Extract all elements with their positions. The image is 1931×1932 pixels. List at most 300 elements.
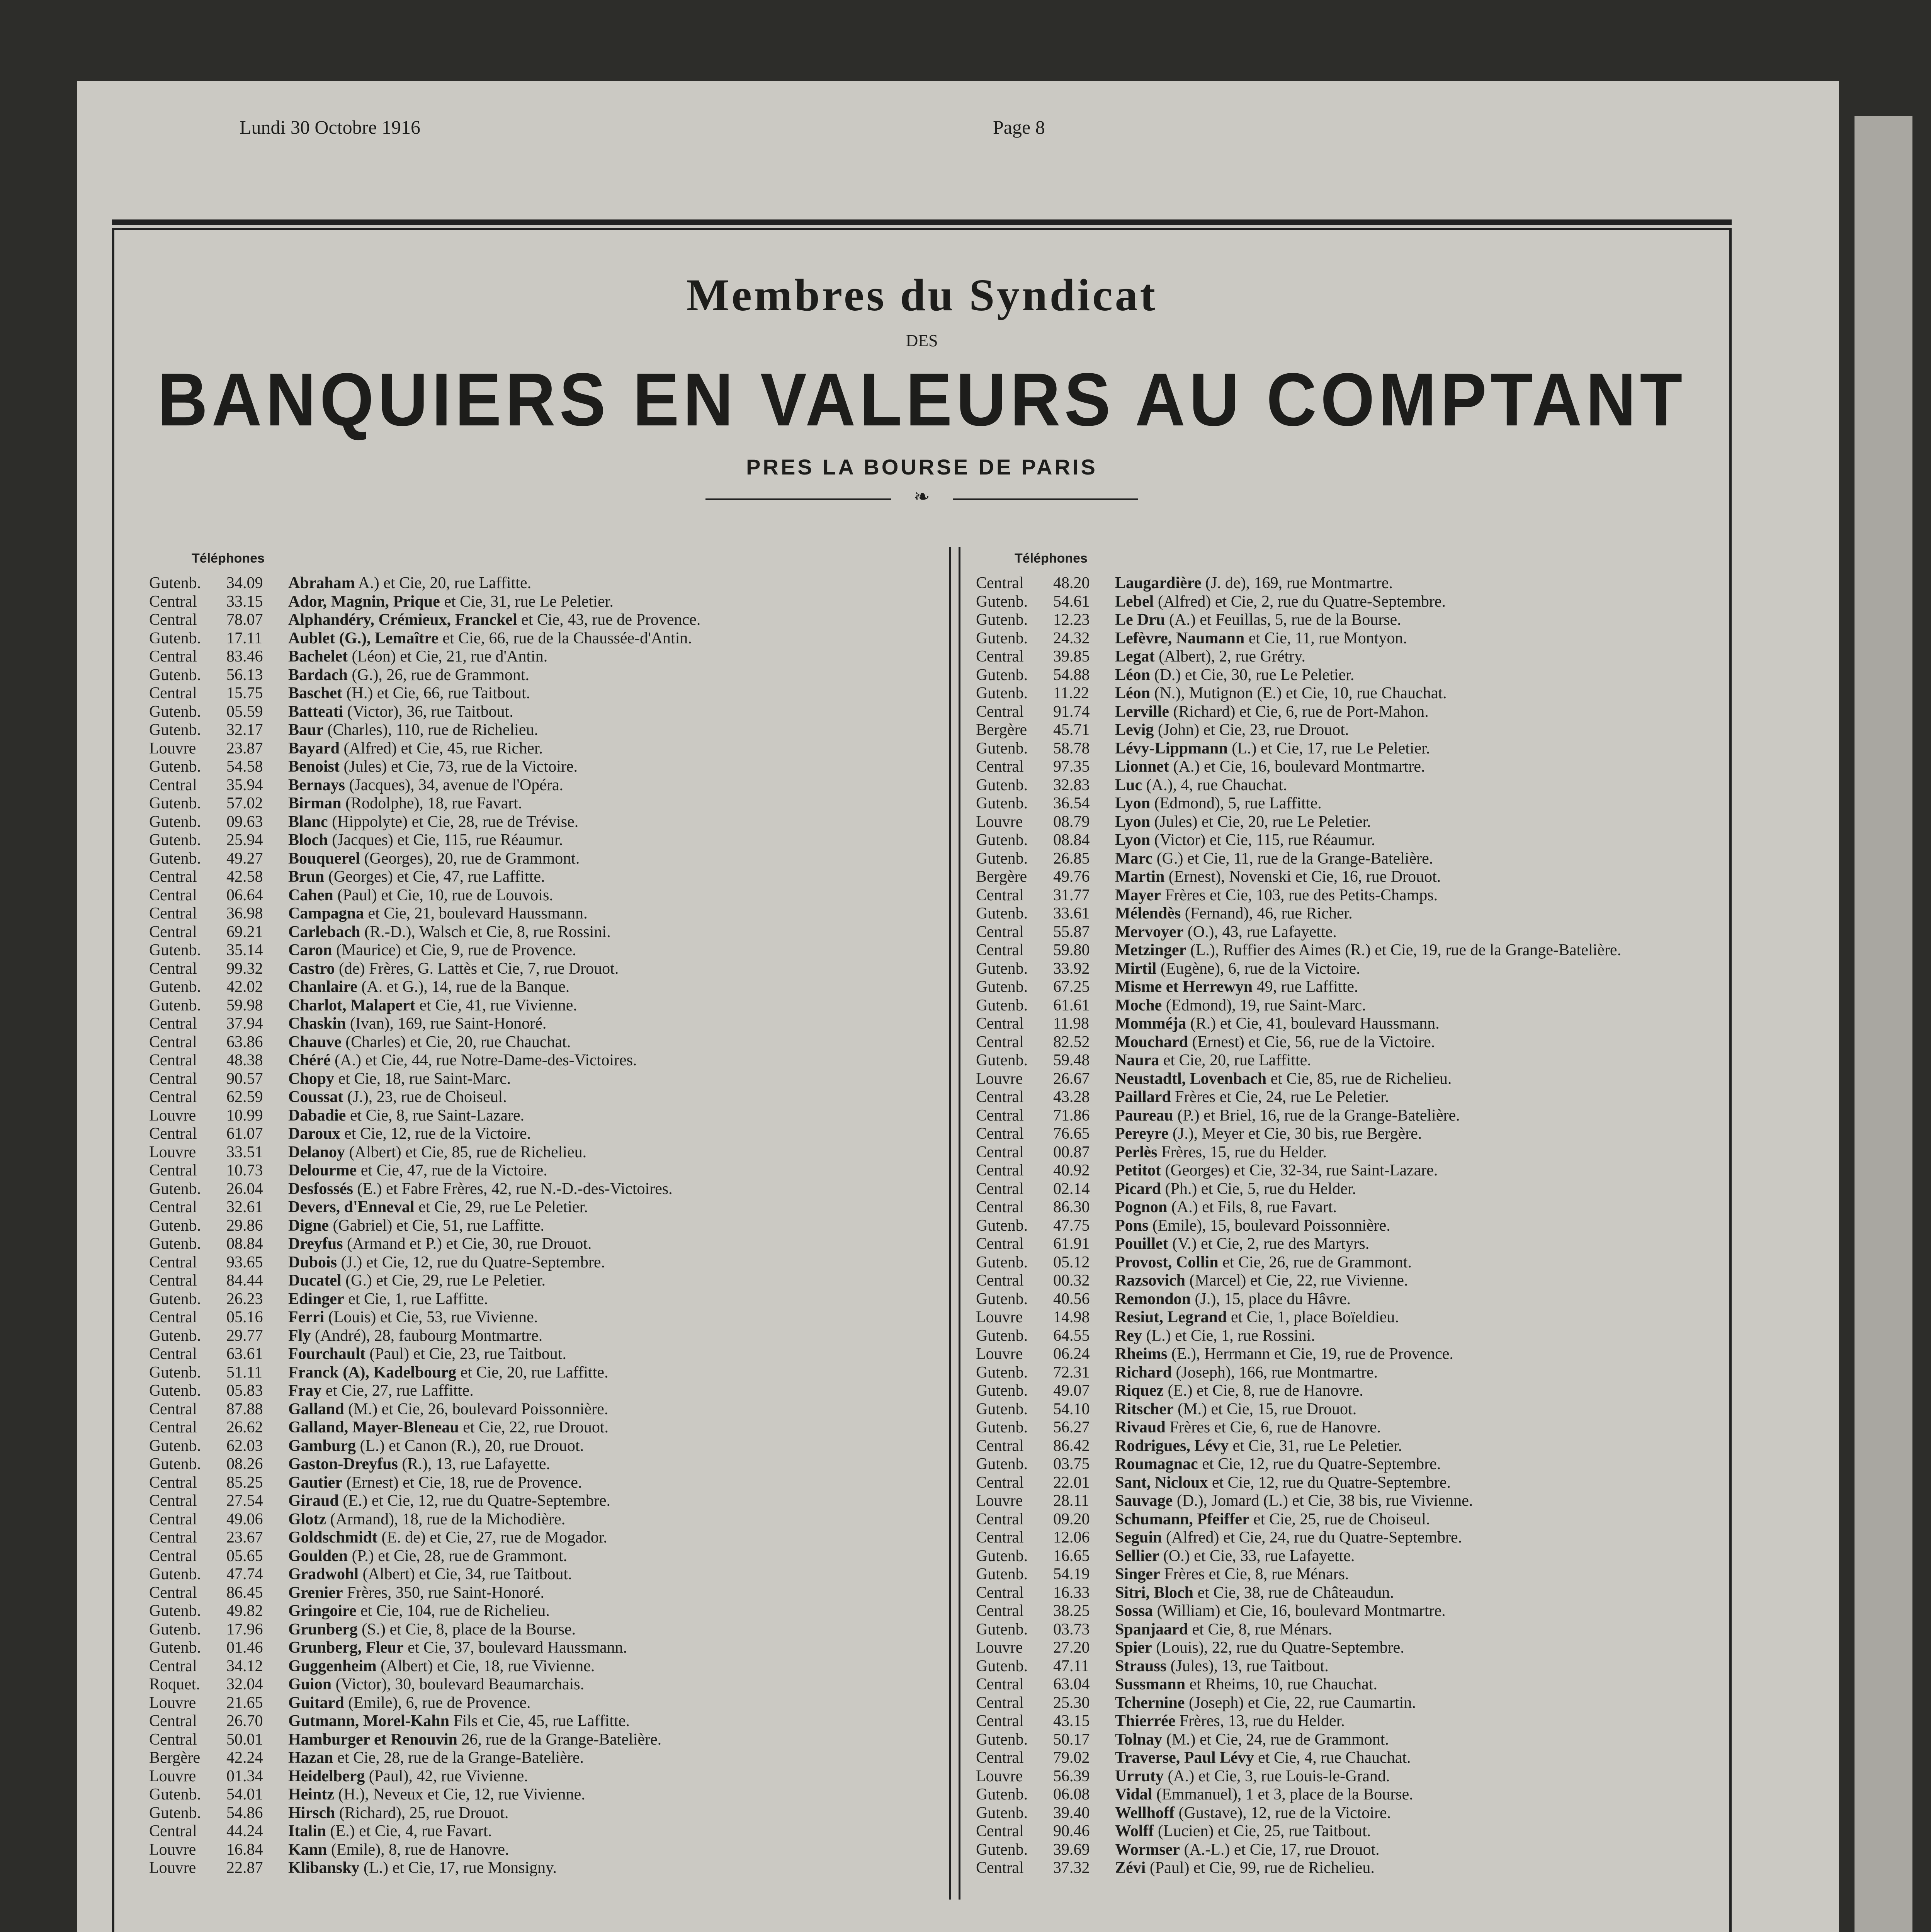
member-phone: 39.85: [1053, 648, 1090, 665]
member-address: (Victor) et Cie, 115, rue Réaumur.: [1154, 831, 1375, 849]
member-phone: 39.40: [1053, 1804, 1090, 1822]
member-address: et Cie, 29, rue Le Peletier.: [418, 1198, 588, 1216]
member-row: [149, 923, 941, 942]
member-row: [976, 960, 1722, 978]
member-row: [976, 1400, 1722, 1419]
member-row: [976, 1749, 1722, 1767]
member-exchange: Gutenb.: [149, 831, 201, 849]
member-address: et Cie, 37, boulevard Haussmann.: [408, 1639, 627, 1656]
member-name: Resiut, Legrand: [1115, 1308, 1227, 1326]
member-name: Sossa: [1115, 1602, 1153, 1620]
member-name: Lefèvre, Naumann: [1115, 629, 1245, 647]
member-row: [149, 794, 941, 813]
member-phone: 11.98: [1053, 1015, 1089, 1032]
member-address: (Joseph), 166, rue Montmartre.: [1176, 1363, 1378, 1381]
member-exchange: Gutenb.: [149, 941, 201, 959]
member-name: Goldschmidt: [288, 1529, 378, 1546]
member-phone: 84.44: [226, 1272, 263, 1289]
member-phone: 47.74: [226, 1565, 263, 1583]
member-exchange: Gutenb.: [149, 849, 201, 867]
member-name: Castro: [288, 959, 335, 978]
member-name: Gradwohl: [288, 1565, 359, 1583]
member-name: Grunberg: [288, 1620, 358, 1638]
member-row: [976, 1474, 1722, 1492]
member-exchange: Gutenb.: [149, 1639, 201, 1656]
member-phone: 06.64: [226, 886, 263, 904]
member-exchange: Central: [976, 1198, 1024, 1216]
member-row: [976, 1510, 1722, 1529]
member-exchange: Central: [976, 1162, 1024, 1179]
member-exchange: Louvre: [149, 1767, 196, 1785]
member-row: [976, 1107, 1722, 1125]
member-name: Riquez: [1115, 1382, 1164, 1400]
member-name: Lyon: [1115, 831, 1151, 849]
member-phone: 50.17: [1053, 1730, 1090, 1748]
member-phone: 90.46: [1053, 1822, 1090, 1840]
member-phone: 16.33: [1053, 1583, 1090, 1602]
member-exchange: Central: [976, 1822, 1024, 1840]
member-name: Benoist: [288, 758, 340, 776]
member-phone: 56.13: [226, 666, 263, 684]
member-name: Cahen: [288, 886, 333, 904]
member-row: [149, 721, 941, 740]
member-phone: 36.98: [226, 905, 263, 922]
member-row: [976, 1327, 1722, 1345]
title-des: DES: [906, 331, 938, 350]
member-exchange: Central: [976, 1272, 1024, 1289]
member-phone: 35.94: [226, 776, 263, 794]
member-name: Mélendès: [1115, 905, 1181, 922]
member-phone: 79.02: [1053, 1749, 1090, 1767]
member-name: Ador, Magnin, Prique: [288, 592, 440, 611]
member-name: Traverse, Paul Lévy: [1115, 1749, 1254, 1767]
member-row: [149, 629, 941, 648]
title-membres: Membres du Syndicat: [686, 270, 1158, 320]
member-name: Franck (A), Kadelbourg: [288, 1363, 457, 1381]
member-exchange: Gutenb.: [976, 1840, 1028, 1859]
member-name: Léon: [1115, 666, 1151, 684]
member-address: (L.) et Cie, 17, rue Monsigny.: [363, 1859, 557, 1877]
member-row: [976, 648, 1722, 666]
member-row: [976, 684, 1722, 703]
member-row: [976, 1657, 1722, 1676]
member-address: (Paul) et Cie, 99, rue de Richelieu.: [1149, 1859, 1375, 1877]
member-name: Moche: [1115, 996, 1162, 1014]
member-row: [149, 831, 941, 850]
member-address: Fils et Cie, 45, rue Laffitte.: [453, 1712, 630, 1730]
member-exchange: Central: [149, 1529, 197, 1546]
member-exchange: Gutenb.: [149, 1235, 201, 1253]
member-phone: 16.65: [1053, 1547, 1090, 1565]
member-address: (Georges) et Cie, 47, rue Laffitte.: [328, 868, 545, 886]
member-phone: 51.11: [226, 1363, 262, 1381]
member-address: et Cie, 28, rue de la Grange-Batelière.: [337, 1749, 584, 1767]
member-exchange: Gutenb.: [976, 996, 1028, 1014]
member-phone: 40.92: [1053, 1162, 1090, 1179]
member-row: [976, 1272, 1722, 1290]
member-name: Wellhoff: [1115, 1804, 1175, 1822]
member-name: Alphandéry, Crémieux, Franckel: [288, 611, 517, 629]
member-name: Campagna: [288, 905, 364, 922]
member-address: et Cie, 4, rue Chauchat.: [1258, 1749, 1411, 1767]
running-header: [240, 116, 1842, 138]
members-list-right: [976, 574, 1722, 1878]
member-row: [976, 1418, 1722, 1437]
member-address: (Jules), 13, rue Taitbout.: [1170, 1657, 1329, 1675]
member-exchange: Central: [976, 886, 1024, 904]
member-exchange: Gutenb.: [149, 978, 201, 996]
member-address: (Marcel) et Cie, 22, rue Vivienne.: [1189, 1272, 1408, 1289]
member-name: Richard: [1115, 1363, 1172, 1381]
member-name: Grunberg, Fleur: [288, 1639, 404, 1656]
member-exchange: Gutenb.: [976, 1547, 1028, 1565]
member-row: [976, 1675, 1722, 1694]
member-address: (Lucien) et Cie, 25, rue Taitbout.: [1158, 1822, 1371, 1840]
member-row: [149, 1529, 941, 1547]
member-address: (Paul) et Cie, 10, rue de Louvois.: [337, 886, 553, 904]
member-row: [976, 776, 1722, 795]
member-exchange: Gutenb.: [976, 794, 1028, 812]
member-row: [976, 1143, 1722, 1162]
member-row: [149, 1290, 941, 1309]
member-exchange: Gutenb.: [976, 592, 1028, 611]
member-row: [149, 850, 941, 868]
member-phone: 67.25: [1053, 978, 1090, 996]
member-address: et Rheims, 10, rue Chauchat.: [1189, 1675, 1377, 1693]
member-name: Vidal: [1115, 1786, 1152, 1803]
member-exchange: Central: [149, 1492, 197, 1510]
member-row: [149, 1088, 941, 1107]
member-phone: 54.61: [1053, 592, 1090, 611]
member-exchange: Gutenb.: [149, 1455, 201, 1473]
member-phone: 44.24: [226, 1822, 263, 1840]
member-exchange: Louvre: [149, 1859, 196, 1877]
member-address: et Cie, 12, rue de la Victoire.: [344, 1125, 531, 1143]
member-name: Gaston-Dreyfus: [288, 1455, 398, 1473]
member-phone: 59.98: [226, 996, 263, 1014]
member-exchange: Gutenb.: [976, 666, 1028, 684]
member-row: [976, 1455, 1722, 1474]
member-phone: 86.30: [1053, 1198, 1090, 1216]
title-banquiers: BANQUIERS EN VALEURS AU COMPTANT: [157, 357, 1686, 442]
member-exchange: Louvre: [149, 1694, 196, 1712]
member-name: Razsovich: [1115, 1272, 1185, 1289]
member-address: (Armand et P.) et Cie, 30, rue Drouot.: [347, 1235, 592, 1253]
member-phone: 86.45: [226, 1583, 263, 1602]
member-phone: 33.51: [226, 1143, 263, 1161]
member-name: Dubois: [288, 1253, 337, 1271]
member-address: (Albert) et Cie, 18, rue Vivienne.: [381, 1657, 595, 1675]
member-row: [149, 1015, 941, 1033]
member-address: (H.), Neveux et Cie, 12, rue Vivienne.: [338, 1786, 585, 1803]
member-phone: 86.42: [1053, 1437, 1090, 1455]
member-name: Lyon: [1115, 813, 1151, 831]
member-address: (Charles) et Cie, 20, rue Chauchat.: [345, 1033, 571, 1051]
member-address: (Léon) et Cie, 21, rue d'Antin.: [352, 648, 548, 665]
member-exchange: Central: [976, 1015, 1024, 1032]
member-row: [976, 1125, 1722, 1143]
member-phone: 43.28: [1053, 1088, 1090, 1106]
member-row: [149, 1437, 941, 1456]
member-phone: 11.22: [1053, 684, 1089, 702]
member-row: [976, 1565, 1722, 1584]
member-address: (R.), 13, rue Lafayette.: [402, 1455, 551, 1473]
member-exchange: Gutenb.: [149, 1804, 201, 1822]
member-phone: 55.87: [1053, 923, 1090, 941]
member-address: (Gustave), 12, rue de la Victoire.: [1178, 1804, 1391, 1822]
member-name: Chéré: [288, 1051, 331, 1069]
member-exchange: Central: [149, 923, 197, 941]
member-name: Tolnay: [1115, 1730, 1163, 1748]
member-address: (Richard), 25, rue Drouot.: [339, 1804, 509, 1822]
member-name: Heidelberg: [288, 1767, 365, 1785]
member-name: Heintz: [288, 1786, 334, 1803]
member-exchange: Gutenb.: [976, 1565, 1028, 1583]
member-exchange: Central: [149, 648, 197, 665]
member-name: Roumagnac: [1115, 1455, 1198, 1473]
member-row: [149, 868, 941, 886]
member-exchange: Gutenb.: [976, 776, 1028, 794]
member-address: (D.), Jomard (L.) et Cie, 38 bis, rue Vivienne.: [1176, 1492, 1473, 1510]
member-phone: 90.57: [226, 1070, 263, 1088]
member-phone: 34.12: [226, 1657, 263, 1675]
member-row: [149, 666, 941, 685]
member-name: Desfossés: [288, 1180, 353, 1198]
member-address: et Cie, 26, rue de Grammont.: [1222, 1253, 1412, 1271]
member-phone: 05.16: [226, 1308, 263, 1326]
member-exchange: Gutenb.: [149, 1363, 201, 1381]
member-row: [149, 1804, 941, 1823]
member-exchange: Louvre: [976, 1639, 1023, 1656]
member-name: Kann: [288, 1840, 327, 1859]
member-exchange: Gutenb.: [976, 739, 1028, 757]
member-name: Seguin: [1115, 1529, 1162, 1546]
member-name: Digne: [288, 1216, 329, 1235]
ornament-rule: [705, 486, 1138, 507]
member-row: [976, 1804, 1722, 1823]
member-phone: 34.09: [226, 574, 263, 592]
member-exchange: Gutenb.: [149, 574, 201, 592]
member-address: (Jules) et Cie, 20, rue Le Peletier.: [1154, 813, 1371, 831]
member-name: Charlot, Malapert: [288, 996, 415, 1014]
member-name: Pereyre: [1115, 1125, 1169, 1143]
member-address: (L.) et Canon (R.), 20, rue Drouot.: [360, 1437, 584, 1455]
member-phone: 56.39: [1053, 1767, 1090, 1785]
member-exchange: Bergère: [149, 1749, 201, 1767]
member-phone: 32.83: [1053, 776, 1090, 794]
member-row: [149, 960, 941, 978]
member-phone: 14.98: [1053, 1308, 1090, 1326]
member-name: Klibansky: [288, 1859, 360, 1877]
member-row: [976, 1731, 1722, 1749]
member-exchange: Gutenb.: [976, 1620, 1028, 1638]
member-address: (J.) et Cie, 12, rue du Quatre-Septembre.: [341, 1253, 605, 1271]
member-name: Chauve: [288, 1033, 342, 1051]
member-address: (V.) et Cie, 2, rue des Martyrs.: [1172, 1235, 1370, 1253]
member-exchange: Central: [976, 1033, 1024, 1051]
member-name: Le Dru: [1115, 611, 1165, 629]
member-phone: 32.04: [226, 1675, 263, 1693]
member-phone: 63.86: [226, 1033, 263, 1051]
member-row: [976, 1162, 1722, 1180]
member-phone: 72.31: [1053, 1363, 1090, 1381]
member-address: (John) et Cie, 23, rue Drouot.: [1158, 721, 1349, 739]
member-name: Petitot: [1115, 1162, 1161, 1179]
member-row: [149, 1033, 941, 1052]
member-exchange: Central: [976, 758, 1024, 776]
member-address: Frères et Cie, 24, rue Le Peletier.: [1175, 1088, 1389, 1106]
member-address: (Edmond), 19, rue Saint-Marc.: [1166, 996, 1366, 1014]
member-exchange: Louvre: [976, 1767, 1023, 1785]
member-row: [976, 1767, 1722, 1786]
member-phone: 21.65: [226, 1694, 263, 1712]
member-address: (A.) et Cie, 16, boulevard Montmartre.: [1173, 758, 1425, 776]
member-name: Lévy-Lippmann: [1115, 739, 1228, 757]
member-phone: 47.75: [1053, 1216, 1090, 1235]
member-address: et Cie, 104, rue de Richelieu.: [360, 1602, 550, 1620]
member-name: Batteati: [288, 702, 343, 721]
member-row: [976, 1859, 1722, 1878]
member-row: [149, 886, 941, 905]
member-address: (Victor), 36, rue Taitbout.: [347, 702, 513, 721]
member-name: Urruty: [1115, 1767, 1164, 1785]
member-row: [149, 905, 941, 923]
member-exchange: Central: [976, 1437, 1024, 1455]
member-row: [149, 1731, 941, 1749]
member-exchange: Gutenb.: [149, 1180, 201, 1198]
member-address: (E.) et Fabre Frères, 42, rue N.-D.-des-Victoires.: [357, 1180, 673, 1198]
member-row: [976, 758, 1722, 776]
member-exchange: Gutenb.: [149, 702, 201, 721]
header-page-number: Page 8: [993, 116, 1045, 138]
member-address: (A.) et Fils, 8, rue Favart.: [1171, 1198, 1337, 1216]
member-address: et Cie, 12, rue du Quatre-Septembre.: [1212, 1473, 1451, 1492]
phones-label-right: Téléphones: [1015, 551, 1088, 566]
member-row: [149, 1621, 941, 1639]
member-row: [976, 666, 1722, 685]
member-row: [149, 1217, 941, 1235]
member-exchange: Gutenb.: [976, 849, 1028, 867]
member-address: (R.-D.), Walsch et Cie, 8, rue Rossini.: [364, 923, 611, 941]
member-name: Legat: [1115, 648, 1155, 665]
member-address: (J. de), 169, rue Montmartre.: [1205, 574, 1393, 592]
member-row: [149, 611, 941, 629]
member-row: [149, 758, 941, 776]
member-exchange: Louvre: [976, 1070, 1023, 1088]
member-name: Schumann, Pfeiffer: [1115, 1510, 1249, 1528]
member-name: Picard: [1115, 1180, 1161, 1198]
member-row: [976, 1786, 1722, 1804]
member-address: Frères et Cie, 103, rue des Petits-Champs.: [1165, 886, 1438, 904]
member-address: et Cie, 20, rue Laffitte.: [460, 1363, 609, 1381]
member-phone: 33.15: [226, 592, 263, 611]
member-phone: 37.32: [1053, 1859, 1090, 1877]
member-name: Gautier: [288, 1473, 342, 1492]
member-phone: 42.24: [226, 1749, 263, 1767]
member-address: (Eugène), 6, rue de la Victoire.: [1160, 959, 1360, 978]
member-exchange: Central: [976, 1859, 1024, 1877]
member-phone: 08.84: [226, 1235, 263, 1253]
member-phone: 10.99: [226, 1106, 263, 1124]
member-phone: 03.75: [1053, 1455, 1090, 1473]
member-row: [149, 648, 941, 666]
member-phone: 49.76: [1053, 868, 1090, 886]
member-phone: 24.32: [1053, 629, 1090, 647]
member-exchange: Central: [149, 1198, 197, 1216]
member-address: (Alfred) et Cie, 2, rue du Quatre-Septembre.: [1158, 592, 1446, 611]
member-name: Hirsch: [288, 1804, 335, 1822]
member-row: [149, 1180, 941, 1199]
member-phone: 10.73: [226, 1162, 263, 1179]
member-exchange: Gutenb.: [149, 666, 201, 684]
member-row: [149, 1675, 941, 1694]
member-phone: 01.34: [226, 1767, 263, 1785]
member-address: (Emmanuel), 1 et 3, place de la Bourse.: [1156, 1786, 1413, 1803]
member-row: [976, 1235, 1722, 1253]
member-address: (S.) et Cie, 8, place de la Bourse.: [362, 1620, 576, 1638]
member-address: (Ernest) et Cie, 18, rue de Provence.: [346, 1473, 582, 1492]
member-row: [149, 1400, 941, 1419]
member-name: Marc: [1115, 849, 1153, 867]
member-name: Chaskin: [288, 1015, 346, 1032]
member-exchange: Gutenb.: [976, 1804, 1028, 1822]
member-name: Gamburg: [288, 1437, 356, 1455]
member-name: Lyon: [1115, 794, 1151, 812]
member-name: Zévi: [1115, 1859, 1146, 1877]
member-phone: 29.86: [226, 1216, 263, 1235]
member-address: (Richard) et Cie, 6, rue de Port-Mahon.: [1173, 702, 1429, 721]
member-address: Frères, 350, rue Saint-Honoré.: [347, 1583, 544, 1602]
member-row: [976, 1253, 1722, 1272]
member-row: [149, 978, 941, 997]
member-row: [149, 1198, 941, 1217]
member-exchange: Central: [149, 1510, 197, 1528]
member-phone: 71.86: [1053, 1106, 1090, 1124]
member-phone: 27.20: [1053, 1639, 1090, 1656]
member-exchange: Central: [149, 684, 197, 702]
member-address: (de) Frères, G. Lattès et Cie, 7, rue Drouot.: [339, 959, 619, 978]
member-name: Léon: [1115, 684, 1151, 702]
member-row: [149, 1455, 941, 1474]
member-phone: 26.23: [226, 1290, 263, 1308]
member-exchange: Central: [149, 959, 197, 978]
member-name: Fray: [288, 1382, 322, 1400]
member-name: Blanc: [288, 813, 328, 831]
member-row: [149, 1382, 941, 1400]
member-address: (Emile), 8, rue de Hanovre.: [331, 1840, 509, 1859]
member-name: Fourchault: [288, 1345, 365, 1363]
member-exchange: Central: [976, 1125, 1024, 1143]
member-phone: 43.15: [1053, 1712, 1090, 1730]
member-address: (Louis), 22, rue du Quatre-Septembre.: [1156, 1639, 1404, 1656]
member-exchange: Gutenb.: [149, 1786, 201, 1803]
member-phone: 47.11: [1053, 1657, 1089, 1675]
member-name: Paureau: [1115, 1106, 1173, 1124]
member-address: (A.) et Cie, 44, rue Notre-Dame-des-Victoires.: [335, 1051, 637, 1069]
member-name: Rivaud: [1115, 1418, 1166, 1436]
member-phone: 59.80: [1053, 941, 1090, 959]
member-exchange: Central: [976, 1529, 1024, 1546]
member-phone: 64.55: [1053, 1327, 1090, 1345]
member-name: Spanjaard: [1115, 1620, 1188, 1638]
member-address: (A.) et Cie, 3, rue Louis-le-Grand.: [1168, 1767, 1390, 1785]
member-name: Sauvage: [1115, 1492, 1173, 1510]
member-row: [976, 923, 1722, 942]
member-row: [149, 941, 941, 960]
member-phone: 61.61: [1053, 996, 1090, 1014]
member-name: Bachelet: [288, 648, 348, 665]
member-name: Goulden: [288, 1547, 348, 1565]
